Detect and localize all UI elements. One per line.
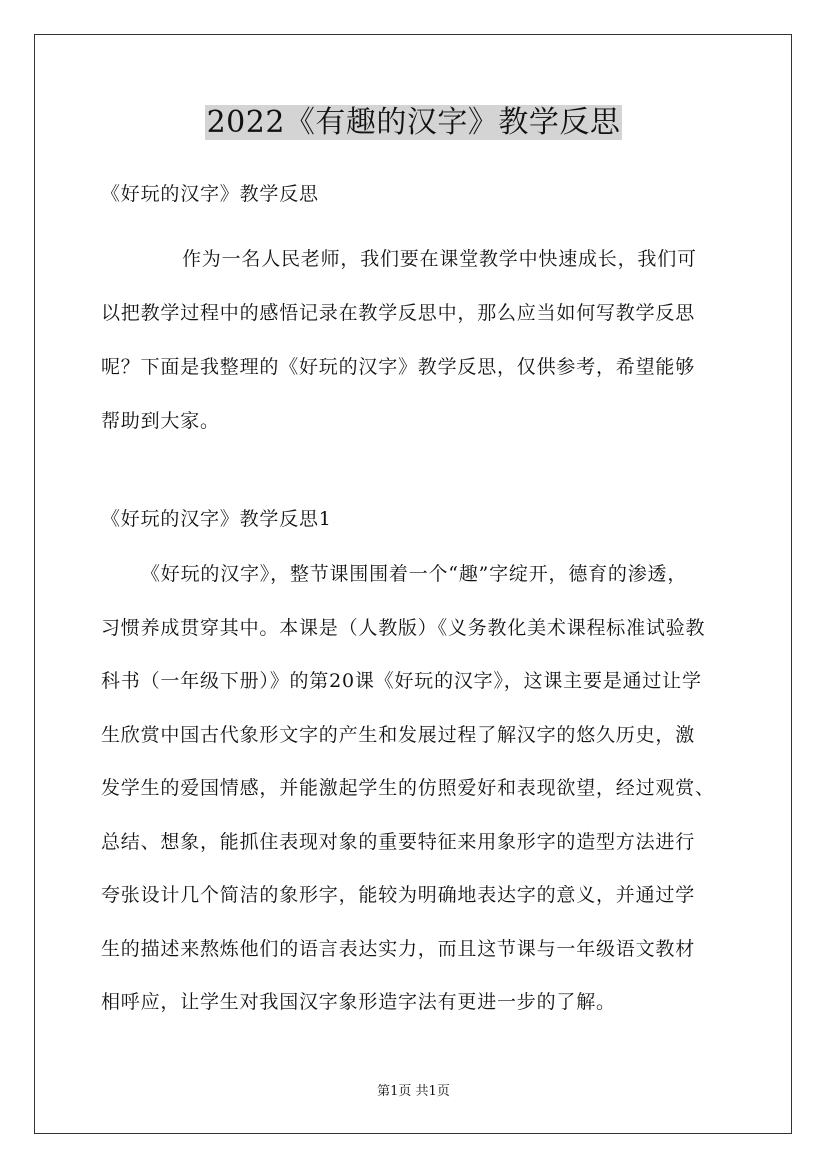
body-line: 相呼应，让学生对我国汉字象形造字法有更进一步的了解。 bbox=[101, 991, 616, 1013]
body-line: 生的描述来熬炼他们的语言表达实力，而且这节课与一年级语文教材 bbox=[101, 937, 696, 960]
body-line bbox=[101, 548, 741, 602]
document-title-text: 2022《有趣的汉字》教学反思 bbox=[206, 105, 621, 140]
document-subtitle: 《好玩的汉字》教学反思 bbox=[101, 183, 319, 205]
intro-line-text: 作为一名人民老师，我们要在课堂教学中快速成长，我们可 bbox=[182, 248, 697, 270]
intro-line: 以把教学过程中的感悟记录在教学反思中，那么应当如何写教学反思 bbox=[101, 302, 696, 324]
intro-line: 呢？下面是我整理的《好玩的汉字》教学反思，仅供参考，希望能够 bbox=[101, 356, 696, 378]
section-heading: 《好玩的汉字》教学反思1 bbox=[101, 508, 332, 530]
body-line: 科书（一年级下册）》的第20课《好玩的汉字》，这课主要是通过让学 bbox=[101, 670, 702, 692]
intro-line: 帮助到大家。 bbox=[101, 410, 220, 432]
body-line: 总结、想象，能抓住表现对象的重要特征来用象形字的造型方法进行 bbox=[101, 830, 696, 853]
body-line-text: 《好玩的汉字》，整节课围围着一个“趣”字绽开，德育的渗透， bbox=[141, 563, 688, 585]
body-line: 习惯养成贯穿其中。本课是（人教版）《义务教化美术课程标准试验教 bbox=[101, 616, 706, 639]
body-paragraph bbox=[101, 548, 741, 1030]
document-title bbox=[0, 103, 827, 143]
body-line: 夸张设计几个简洁的象形字，能较为明确地表达字的意义，并通过学 bbox=[101, 884, 696, 906]
page-footer: 第1页 共1页 bbox=[377, 1084, 450, 1099]
body-line: 发学生的爱国情感，并能激起学生的仿照爱好和表现欲望，经过观赏、 bbox=[101, 777, 715, 799]
intro-line bbox=[101, 232, 741, 286]
body-line: 生欣赏中国古代象形文字的产生和发展过程了解汉字的悠久历史，激 bbox=[101, 723, 696, 746]
intro-paragraph bbox=[101, 232, 741, 448]
